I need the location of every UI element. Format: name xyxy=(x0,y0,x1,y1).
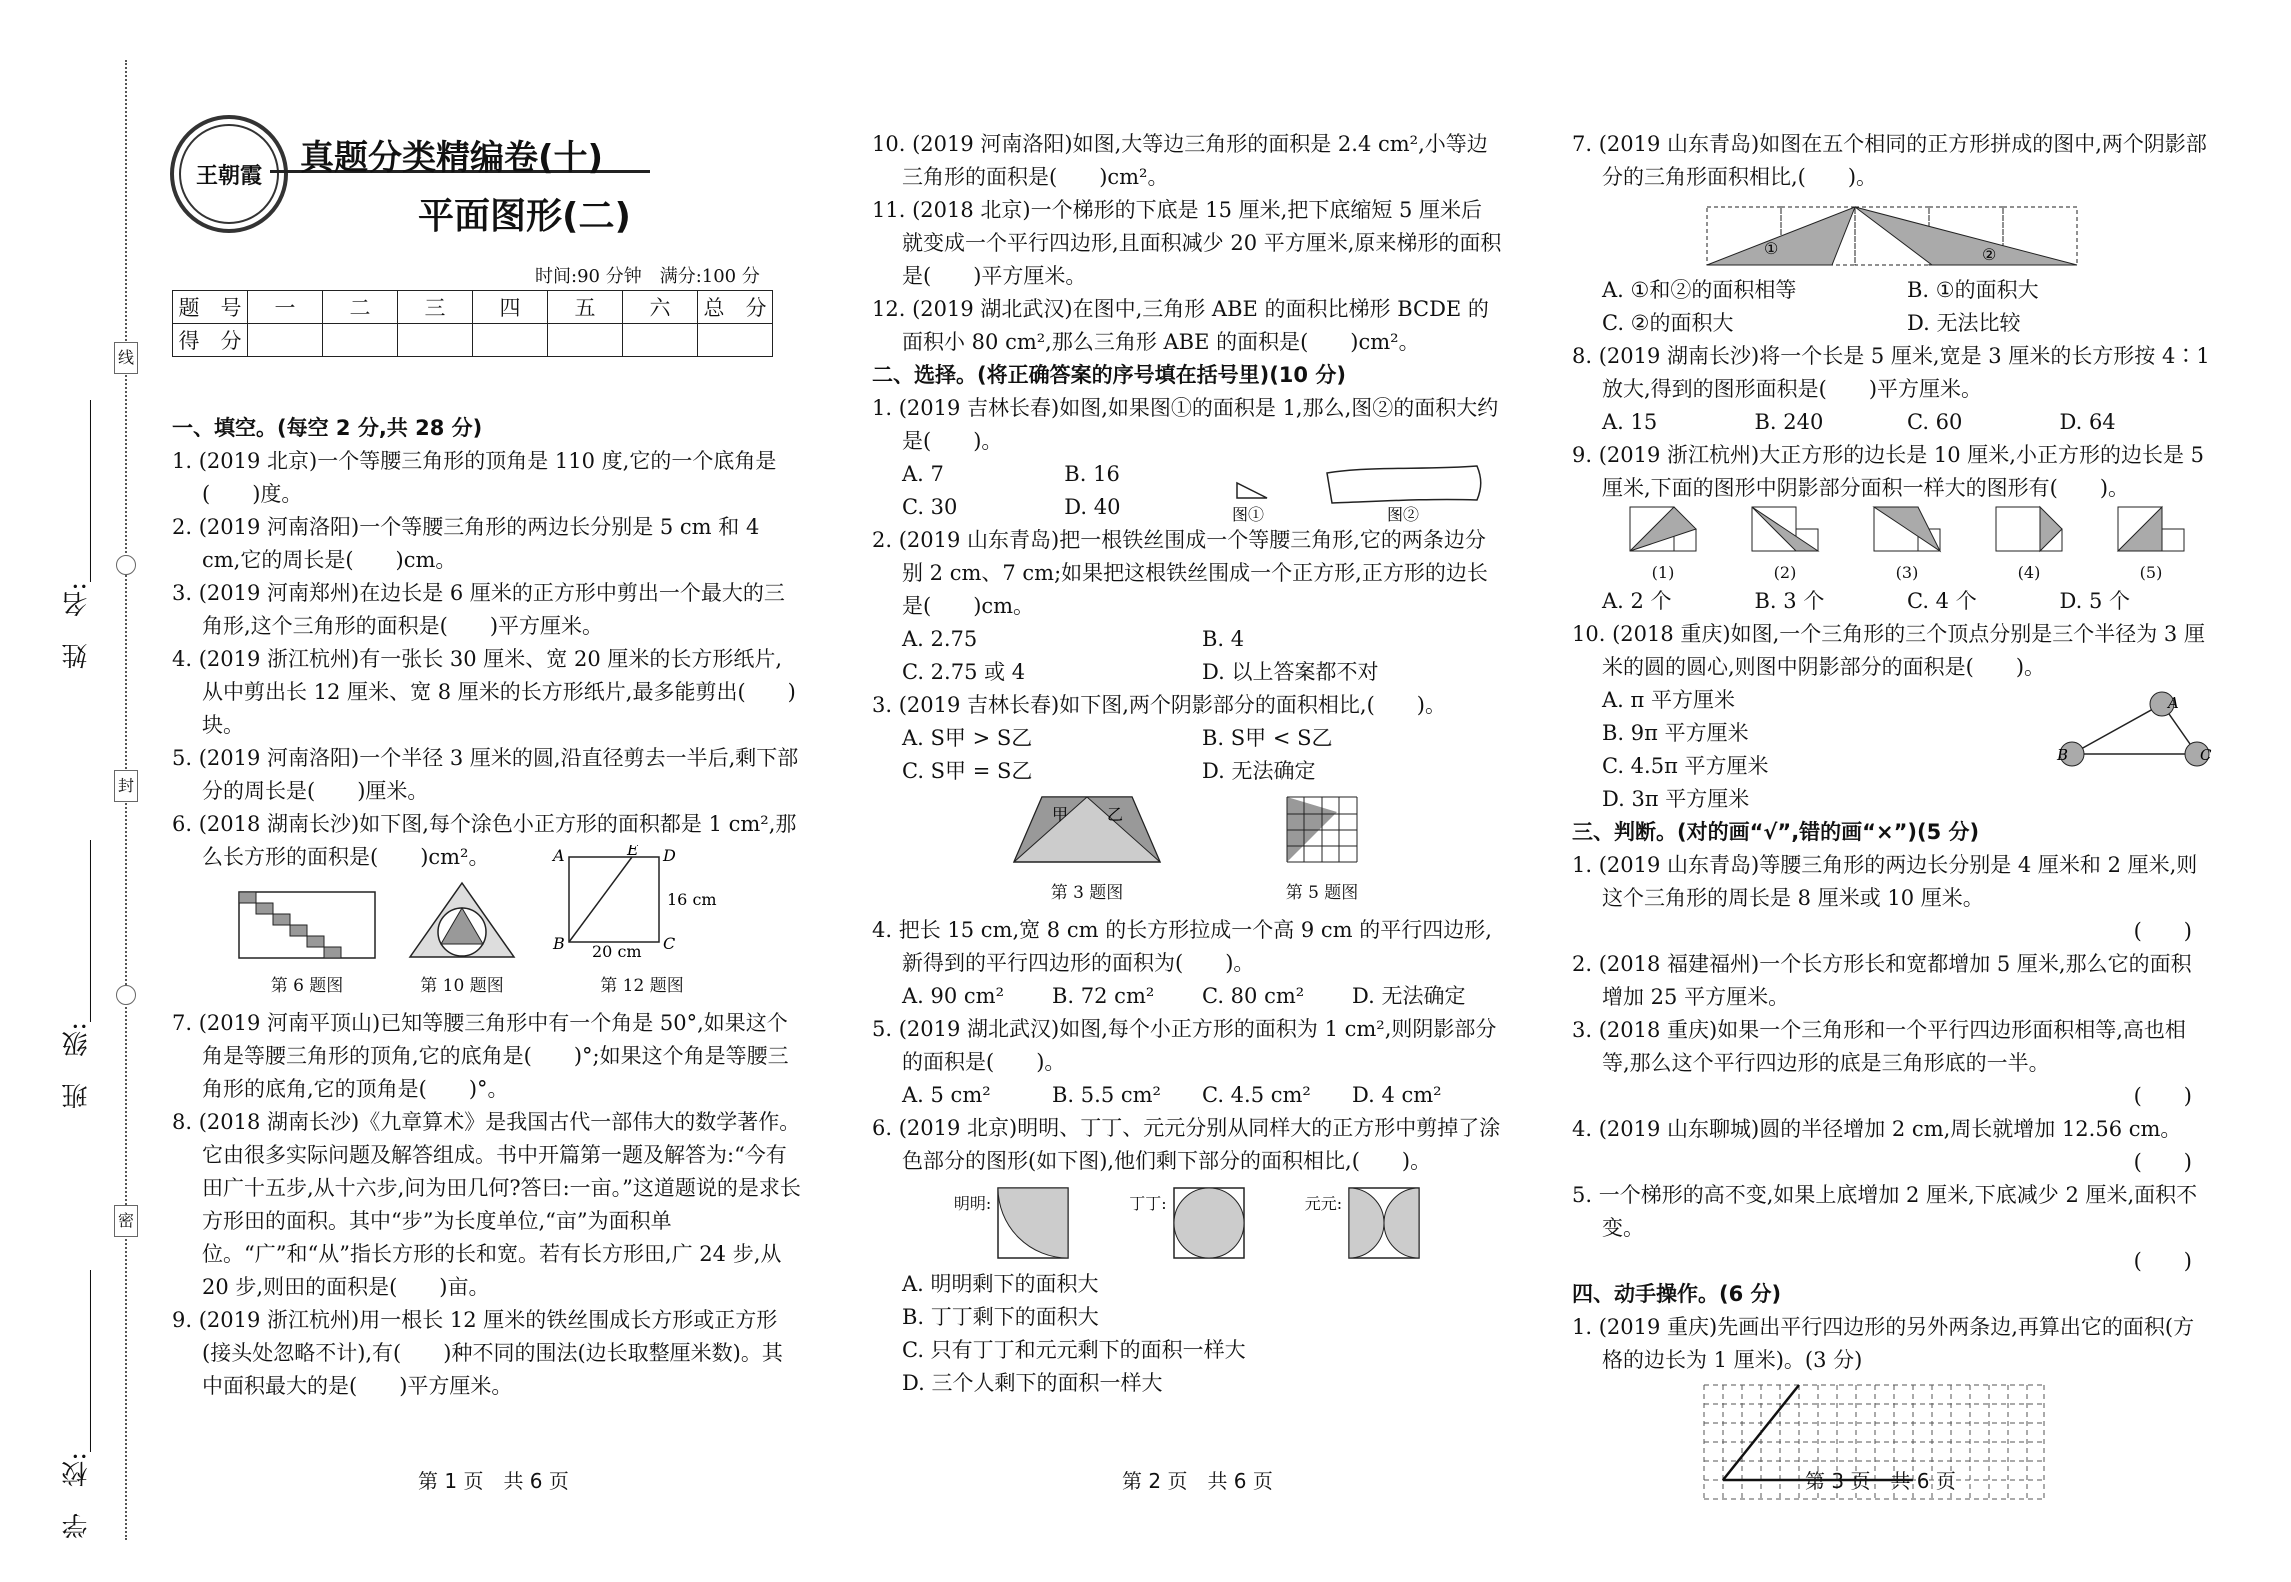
option[interactable]: A. ①和②的面积相等 xyxy=(1602,278,1797,302)
point-e: E xyxy=(627,845,639,859)
answer-paren[interactable]: ( ) xyxy=(2133,1150,2192,1174)
figure-9-5 xyxy=(2116,505,2186,585)
question-10: 10. (2019 河南洛阳)如图,大等边三角形的面积是 2.4 cm²,小等边三角形的面积是( )cm²。 xyxy=(872,132,1488,189)
figure-9-4 xyxy=(1994,505,2064,585)
figure-label: (4) xyxy=(2017,563,2041,582)
option[interactable]: A. 明明剩下的面积大 xyxy=(902,1272,1099,1296)
option[interactable]: C. 只有丁丁和元元剩下的面积一样大 xyxy=(902,1338,1246,1362)
option[interactable]: C. 30 xyxy=(902,495,958,519)
choice-9-figures xyxy=(1572,505,2212,585)
score-cell[interactable] xyxy=(623,324,698,357)
figure-12 xyxy=(547,845,737,1003)
option[interactable]: C. S甲 = S乙 xyxy=(902,759,1033,783)
point-b: B xyxy=(2057,746,2069,764)
figure-caption: 第 12 题图 xyxy=(600,976,684,996)
choice-1: 1. (2019 吉林长春)如图,如果图①的面积是 1,那么,图②的面积大约是( )。 xyxy=(872,396,1499,453)
figure-label: (1) xyxy=(1651,563,1675,582)
option[interactable]: A. S甲 > S乙 xyxy=(902,726,1033,750)
choice-2-options xyxy=(872,623,1502,689)
score-cell[interactable] xyxy=(473,324,548,357)
choice-10-options xyxy=(1572,684,1922,816)
figure-caption: 第 10 题图 xyxy=(420,976,504,996)
figure-5 xyxy=(1282,792,1362,910)
judge-5: 5. 一个梯形的高不变,如果上底增加 2 厘米,下底减少 2 厘米,面积不变。 xyxy=(1572,1183,2198,1240)
option[interactable]: D. 40 xyxy=(1064,495,1121,519)
choice-7: 7. (2019 山东青岛)如图在五个相同的正方形拼成的图中,两个阴影部分的三角形面积相比,( )。 xyxy=(1572,132,2207,189)
parallelogram-side xyxy=(1723,1385,1799,1480)
option[interactable]: A. 7 xyxy=(902,462,944,486)
judge-4: 4. (2019 山东聊城)圆的半径增加 2 cm,周长就增加 12.56 cm。 xyxy=(1572,1117,2182,1141)
region-jia: 甲 xyxy=(1052,805,1069,824)
point-a: A xyxy=(553,846,565,865)
score-cell[interactable] xyxy=(323,324,398,357)
score-cell[interactable] xyxy=(548,324,623,357)
figure-label: 图① xyxy=(1231,505,1264,524)
region-1: ① xyxy=(1764,239,1779,258)
squares-figure xyxy=(1628,505,1698,553)
option[interactable]: B. 72 cm² xyxy=(1052,984,1155,1008)
option[interactable]: A. 90 cm² xyxy=(902,984,1005,1008)
judge-2: 2. (2018 福建福州)一个长方形长和宽都增加 5 厘米,那么它的面积增加 25 平方厘米。 xyxy=(1572,952,2192,1009)
question-4: 4. (2019 浙江杭州)有一张长 30 厘米、宽 20 厘米的长方形纸片,从中剪出长 12 厘米、宽 8 厘米的长方形纸片,最多能剪出( )块。 xyxy=(172,647,796,737)
option[interactable]: D. 以上答案都不对 xyxy=(1202,660,1379,684)
figure-9-2 xyxy=(1750,505,1820,585)
figures-row-2 xyxy=(872,792,1502,910)
figure-3 xyxy=(1012,792,1162,910)
option[interactable]: C. ②的面积大 xyxy=(1602,311,1734,335)
figure-9-1 xyxy=(1628,505,1698,585)
name-field[interactable]: 姓 名:______________ xyxy=(62,400,92,669)
figure-9-3 xyxy=(1872,505,1942,585)
point-c: C xyxy=(663,934,676,953)
binding-hole xyxy=(116,555,136,575)
squares-figure xyxy=(1994,505,2064,553)
option[interactable]: A. π 平方厘米 xyxy=(1602,688,1735,712)
choice-10-body xyxy=(1572,684,2212,816)
option[interactable]: B. 5.5 cm² xyxy=(1052,1083,1161,1107)
answer-paren[interactable]: ( ) xyxy=(2133,1249,2192,1273)
figure-caption: 第 6 题图 xyxy=(270,976,344,996)
page-number-3: 第 3 页 共 6 页 xyxy=(1805,1469,1956,1493)
column-1 xyxy=(172,412,802,1403)
option[interactable]: A. 15 xyxy=(1602,410,1658,434)
judge-3: 3. (2018 重庆)如果一个三角形和一个平行四边形面积相等,高也相等,那么这个平行四边形的底是三角形底的一半。 xyxy=(1572,1018,2186,1075)
option[interactable]: B. ①的面积大 xyxy=(1907,278,2039,302)
trapezoid-split-figure xyxy=(1012,792,1162,867)
choice-7-options xyxy=(1572,274,2212,340)
question-11: 11. (2018 北京)一个梯形的下底是 15 厘米,把下底缩短 5 厘米后就变成一个平行四边形,且面积减少 20 平方厘米,原来梯形的面积是( )平方厘米。 xyxy=(872,198,1502,288)
region-yi: 乙 xyxy=(1107,805,1124,824)
option[interactable]: A. 2.75 xyxy=(902,627,978,651)
question-9: 9. (2019 浙江杭州)用一根长 12 厘米的铁丝围成长方形或正方形(接头处忽略不计),有( )种不同的围法(边长取整厘米数)。其中面积最大的是( )平方厘米。 xyxy=(172,1308,783,1398)
binding-tag-seal: 封 xyxy=(114,770,138,802)
option[interactable]: D. 无法比较 xyxy=(1907,311,2021,335)
choice-1-options xyxy=(872,458,1227,524)
score-header: 五 xyxy=(548,291,623,324)
paper-title: 真题分类精编卷(十) xyxy=(300,138,604,178)
question-3: 3. (2019 河南郑州)在边长是 6 厘米的正方形中剪出一个最大的三角形,这个三角形的面积是( )平方厘米。 xyxy=(172,581,785,638)
section-fill-in: 一、填空。(每空 2 分,共 28 分) xyxy=(172,416,483,440)
score-header: 题 号 xyxy=(173,291,248,324)
school-label: 学 校: xyxy=(62,1452,92,1539)
logo-text: 王朝霞 xyxy=(179,124,279,224)
score-cell[interactable] xyxy=(248,324,323,357)
option[interactable]: B. 丁丁剩下的面积大 xyxy=(902,1305,1099,1329)
choice-5-options xyxy=(872,1079,1502,1112)
figure-label: (3) xyxy=(1895,563,1919,582)
option[interactable]: B. 9π 平方厘米 xyxy=(1602,721,1749,745)
option[interactable]: C. 2.75 或 4 xyxy=(902,660,1026,684)
choice-10: 10. (2018 重庆)如图,一个三角形的三个顶点分别是三个半径为 3 厘米的圆的圆心,则图中阴影部分的面积是( )。 xyxy=(1572,622,2205,679)
figure-label: (5) xyxy=(2139,563,2163,582)
answer-paren[interactable]: ( ) xyxy=(2133,919,2192,943)
question-7: 7. (2019 河南平顶山)已知等腰三角形中有一个角是 50°,如果这个角是等腰三角形的顶角,它的底角是( )°;如果这个角是等腰三角形的底角,它的顶角是( )°。 xyxy=(172,1011,789,1101)
choice-5: 5. (2019 湖北武汉)如图,每个小正方形的面积为 1 cm²,则阴影部分的面积是( )。 xyxy=(872,1017,1497,1074)
three-circles-triangle-figure xyxy=(2052,684,2212,774)
side-length: 16 cm xyxy=(667,890,717,909)
point-d: D xyxy=(663,846,676,865)
choice-9-options xyxy=(1572,585,2212,618)
option[interactable]: D. 无法确定 xyxy=(1352,984,1466,1008)
paper-subtitle: 平面图形(二) xyxy=(418,196,631,237)
option[interactable]: B. 3 个 xyxy=(1754,589,1825,613)
exam-meta: 时间:90 分钟 满分:100 分 xyxy=(535,266,760,287)
choice-6: 6. (2019 北京)明明、丁丁、元元分别从同样大的正方形中剪掉了涂色部分的图形(如下图),他们剩下部分的面积相比,( )。 xyxy=(872,1116,1501,1173)
option[interactable]: D. 5 个 xyxy=(2059,589,2130,613)
hands-on-1: 1. (2019 重庆)先画出平行四边形的另外两条边,再算出它的面积(方格的边长为 1 厘米)。(3 分) xyxy=(1572,1315,2195,1372)
score-row-label: 得 分 xyxy=(173,324,248,357)
figure-label: 图② xyxy=(1386,505,1419,524)
score-cell[interactable] xyxy=(698,324,773,357)
full-circle-figure xyxy=(1173,1187,1245,1259)
figure-7 xyxy=(1572,198,2212,270)
option[interactable]: C. 4 个 xyxy=(1907,589,1977,613)
option[interactable]: D. 3π 平方厘米 xyxy=(1602,787,1750,811)
choice-8: 8. (2019 湖南长沙)将一个长是 5 厘米,宽是 3 厘米的长方形按 4∶1 放大,得到的图形面积是( )平方厘米。 xyxy=(1572,344,2210,401)
answer-paren[interactable]: ( ) xyxy=(2133,1084,2192,1108)
column-2 xyxy=(872,128,1502,1400)
judge-1: 1. (2019 山东青岛)等腰三角形的两边长分别是 4 厘米和 2 厘米,则这个三角形的周长是 8 厘米或 10 厘米。 xyxy=(1572,853,2198,910)
question-5: 5. (2019 河南洛阳)一个半径 3 厘米的圆,沿直径剪去一半后,剩下部分的周长是( )厘米。 xyxy=(172,746,799,803)
figures-row-3 xyxy=(872,1182,1502,1264)
score-header: 总 分 xyxy=(698,291,773,324)
five-squares-figure xyxy=(1702,202,2082,270)
quarter-circle-figure xyxy=(997,1187,1069,1259)
choice-1-body xyxy=(872,458,1502,524)
question-2: 2. (2019 河南洛阳)一个等腰三角形的两边长分别是 5 cm 和 4 cm,它的周长是( )cm。 xyxy=(172,515,760,572)
grid-shaded-figure xyxy=(1282,792,1362,867)
class-label: 班 级: xyxy=(62,1022,92,1109)
figure-10 xyxy=(407,880,517,1003)
figure-6 xyxy=(237,890,377,1003)
choice-4-options xyxy=(872,980,1502,1013)
page-number-1: 第 1 页 共 6 页 xyxy=(418,1469,569,1493)
figure-label: (2) xyxy=(1773,563,1797,582)
binding-hole xyxy=(116,985,136,1005)
section-hands-on: 四、动手操作。(6 分) xyxy=(1572,1282,1782,1306)
page-number-2: 第 2 页 共 6 页 xyxy=(1122,1469,1273,1493)
binding-tag-secret: 密 xyxy=(114,1205,138,1237)
choice-2: 2. (2019 山东青岛)把一根铁丝围成一个等腰三角形,它的两条边分别 2 cm、7 cm;如果把这根铁丝围成一个正方形,正方形的边长是( )cm。 xyxy=(872,528,1488,618)
question-1: 1. (2019 北京)一个等腰三角形的顶角是 110 度,它的一个底角是( )度。 xyxy=(172,449,777,506)
figure-mingming xyxy=(954,1187,1069,1259)
squares-figure xyxy=(1872,505,1942,553)
score-header: 一 xyxy=(248,291,323,324)
score-header: 四 xyxy=(473,291,548,324)
score-header: 六 xyxy=(623,291,698,324)
name-label: 姓 名: xyxy=(62,582,92,669)
option[interactable]: C. 60 xyxy=(1907,410,1963,434)
figures-row-1 xyxy=(172,845,802,1003)
choice-3: 3. (2019 吉林长春)如下图,两个阴影部分的面积相比,( )。 xyxy=(872,693,1446,717)
option[interactable]: C. 4.5π 平方厘米 xyxy=(1602,754,1769,778)
option[interactable]: B. 240 xyxy=(1754,410,1824,434)
choice-4: 4. 把长 15 cm,宽 8 cm 的长方形拉成一个高 9 cm 的平行四边形,新得到的平行四边形的面积为( )。 xyxy=(872,918,1492,975)
point-a: A xyxy=(2168,694,2179,712)
trapezoid-figure xyxy=(547,845,737,960)
class-field[interactable]: 班 级:______________ xyxy=(62,840,92,1109)
option[interactable]: D. 64 xyxy=(2059,410,2116,434)
score-header: 三 xyxy=(398,291,473,324)
school-field[interactable]: 学 校:______________ xyxy=(62,1270,92,1539)
option[interactable]: D. 三个人剩下的面积一样大 xyxy=(902,1371,1163,1395)
choice-3-options xyxy=(872,722,1502,788)
base-length: 20 cm xyxy=(592,942,642,960)
figure-label: 明明: xyxy=(953,1194,992,1213)
figure-yuanyuan xyxy=(1305,1187,1420,1259)
option[interactable]: D. 无法确定 xyxy=(1202,759,1316,783)
figure-caption: 第 3 题图 xyxy=(1050,883,1124,903)
point-b: B xyxy=(553,934,565,953)
figure-label: 丁丁: xyxy=(1129,1194,1167,1213)
score-cell[interactable] xyxy=(398,324,473,357)
option[interactable]: B. 16 xyxy=(1064,462,1120,486)
question-8: 8. (2018 湖南长沙)《九章算术》是我国古代一部伟大的数学著作。它由很多实际问题及解答组成。书中开篇第一题及解答为:“今有田广十五步,从十六步,问为田几何?答曰:一亩。”这道题说的是求长方形田的面积。其中“步”为长度单位,“亩”为面积单位。“广”和“从”指长方形的长和宽。若有长方形田,广 24 步,从 20 步,则田的面积是( )亩。 xyxy=(172,1110,801,1299)
half-circles-figure xyxy=(1348,1187,1420,1259)
choice-8-options xyxy=(1572,406,2212,439)
choice-1-figure xyxy=(1227,458,1502,524)
question-12: 12. (2019 湖北武汉)在图中,三角形 ABE 的面积比梯形 BCDE 的面积小 80 cm²,那么三角形 ABE 的面积是( )cm²。 xyxy=(872,297,1489,354)
option[interactable]: B. 4 xyxy=(1202,627,1245,651)
column-3 xyxy=(1572,128,2212,1513)
section-choice: 二、选择。(将正确答案的序号填在括号里)(10 分) xyxy=(872,363,1346,387)
score-table xyxy=(172,290,773,357)
choice-9: 9. (2019 浙江杭州)大正方形的边长是 10 厘米,小正方形的边长是 5 厘米,下面的图形中阴影部分面积一样大的图形有( )。 xyxy=(1572,443,2204,500)
question-6: 6. (2018 湖南长沙)如下图,每个涂色小正方形的面积都是 1 cm²,那么长方形的面积是( )cm²。 xyxy=(172,812,797,869)
point-c: C xyxy=(2200,746,2212,764)
figure-caption: 第 5 题图 xyxy=(1285,883,1359,903)
squares-figure xyxy=(1750,505,1820,553)
section-judge: 三、判断。(对的画“√”,错的画“×”)(5 分) xyxy=(1572,820,1980,844)
option[interactable]: D. 4 cm² xyxy=(1352,1083,1442,1107)
choice-6-options xyxy=(872,1268,1502,1400)
option[interactable]: A. 5 cm² xyxy=(902,1083,991,1107)
region-2: ② xyxy=(1982,245,1997,264)
option[interactable]: C. 4.5 cm² xyxy=(1202,1083,1311,1107)
binding-tag-line: 线 xyxy=(114,342,138,374)
option[interactable]: C. 80 cm² xyxy=(1202,984,1305,1008)
option[interactable]: A. 2 个 xyxy=(1602,589,1672,613)
figure-label: 元元: xyxy=(1304,1194,1343,1213)
score-header: 二 xyxy=(323,291,398,324)
figure-dingding xyxy=(1129,1187,1244,1259)
squares-figure xyxy=(2116,505,2186,553)
staircase-figure xyxy=(237,890,377,960)
option[interactable]: B. S甲 < S乙 xyxy=(1202,726,1333,750)
triangle-circle-figure xyxy=(407,880,517,960)
